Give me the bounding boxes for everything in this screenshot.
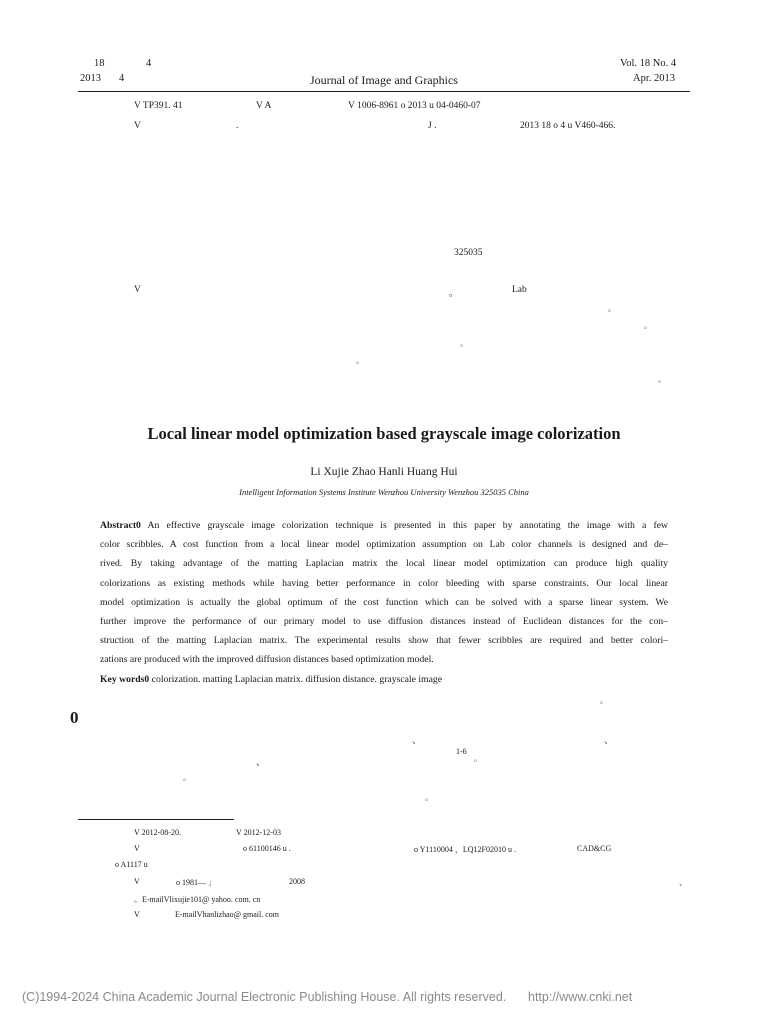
meta-cite-pages: 2013 18 o 4 u V460-466. — [520, 121, 616, 131]
header-vol-no: Vol. 18 No. 4 — [620, 58, 677, 69]
cn-mark: 。 — [356, 356, 364, 365]
journal-name: Journal of Image and Graphics — [310, 73, 458, 87]
intro-citation: 1-6 — [456, 747, 467, 756]
keywords: colorization. matting Laplacian matrix. diffusion distance. grayscale image — [151, 673, 443, 685]
paper-title: Local linear model optimization based grayscale image colorization — [147, 424, 621, 443]
header-issue: 4 — [146, 58, 152, 69]
footnote-email-2: E-mailVhanlizhao@ gmail. com — [175, 910, 280, 919]
paper-authors: Li Xujie Zhao Hanli Huang Hui — [310, 466, 458, 478]
cn-mark: 。 — [608, 304, 616, 313]
header-date: Apr. 2013 — [633, 73, 675, 84]
cn-abstract-v: V — [134, 285, 141, 295]
intro-mark: 。 — [183, 773, 191, 782]
header-rule — [78, 91, 690, 92]
footnote-received: V 2012-08-20. — [134, 828, 181, 837]
cnki-url-link[interactable]: http://www.cnki.net — [528, 990, 633, 1004]
abstract-line: An effective grayscale image colorization technique is presented in this paper by annotating the image with a few — [147, 520, 668, 531]
header-year: 2013 — [80, 73, 101, 84]
footnote-bio-year: o 1981— 」 — [176, 878, 216, 887]
abstract-label: Abstract0 — [100, 520, 141, 531]
meta-cite-j: J . — [428, 121, 437, 131]
keywords-label: Key words0 — [100, 673, 150, 685]
english-abstract — [100, 516, 668, 689]
footnote-fund-grant: o A1117 u — [115, 860, 148, 869]
meta-article-id: V 1006-8961 o 2013 u 04-0460-07 — [348, 101, 481, 111]
copyright-footer: (C)1994-2024 China Academic Journal Electronic Publishing House. All rights reserved. — [22, 990, 507, 1004]
footnote-fund-nsfc: o 61100146 u . — [243, 844, 291, 853]
header-volume: 18 — [94, 58, 105, 69]
cn-mark: 。 — [460, 339, 468, 348]
footnote-email-v: V — [134, 910, 140, 919]
cn-mark: 。 — [658, 375, 666, 384]
header-month: 4 — [119, 73, 125, 84]
abstract-line: struction of the matting Laplacian matrix. The experimental results show that fewer scribbles are required and better colori– — [100, 635, 668, 647]
intro-mark: 、 — [256, 758, 266, 768]
meta-cite-dot: . — [236, 121, 239, 131]
section-number: 0 — [70, 708, 79, 727]
meta-doc-code: V A — [256, 101, 272, 111]
footnote-email-1: 。E-mailVlixujie101@ yahoo. com. cn — [134, 895, 261, 904]
meta-cite-v: V — [134, 121, 141, 131]
paper-affiliation: Intelligent Information Systems Institute Wenzhou University Wenzhou 325035 China — [239, 487, 529, 497]
cn-mark: 。 — [644, 321, 652, 330]
footnote-fund-v: V — [134, 844, 140, 853]
abstract-line: color scribbles. A cost function from a local linear model optimization assumption on Lab color channels is designed and de– — [100, 539, 668, 551]
footnote-fund-cadcg: CAD&CG — [577, 844, 612, 853]
abstract-line: rived. By taking advantage of the matting Laplacian matrix the local linear model optimization can produce high quality — [100, 558, 668, 570]
footnote-bio-grad: 2008 — [289, 877, 305, 886]
intro-mark: 、 — [412, 736, 422, 746]
abstract-line: further improve the performance of our primary model to use diffusion distances instead of Euclidean distances for the con– — [100, 616, 668, 628]
footnote-bio-v: V — [134, 877, 140, 886]
cn-postcode: 325035 — [454, 248, 483, 258]
intro-mark: 。 — [425, 793, 433, 802]
intro-mark: 。 — [474, 754, 482, 763]
intro-mark: 。 — [600, 696, 608, 705]
meta-clc: V TP391. 41 — [134, 101, 183, 111]
footnote-rule — [78, 819, 234, 820]
cn-abstract-lab: Lab — [512, 285, 527, 295]
abstract-line: model optimization is actually the global optimum of the cost function which can be solved with a sparse linear system. We — [100, 596, 668, 608]
footnote-fund-zj: o Y1110004 、LQ12F02010 u . — [414, 845, 516, 854]
abstract-line: colorizations as existing methods while having better performance in color bleeding with sparse constraints. Our local linear — [100, 577, 668, 589]
abstract-line: zations are produced with the improved diffusion distances based optimization model. — [100, 654, 434, 666]
footnote-bio-mark: 、 — [679, 878, 687, 887]
footnote-revised: V 2012-12-03 — [236, 828, 281, 837]
cn-abstract-dot: 。 — [449, 289, 459, 299]
intro-mark: 、 — [604, 736, 614, 746]
